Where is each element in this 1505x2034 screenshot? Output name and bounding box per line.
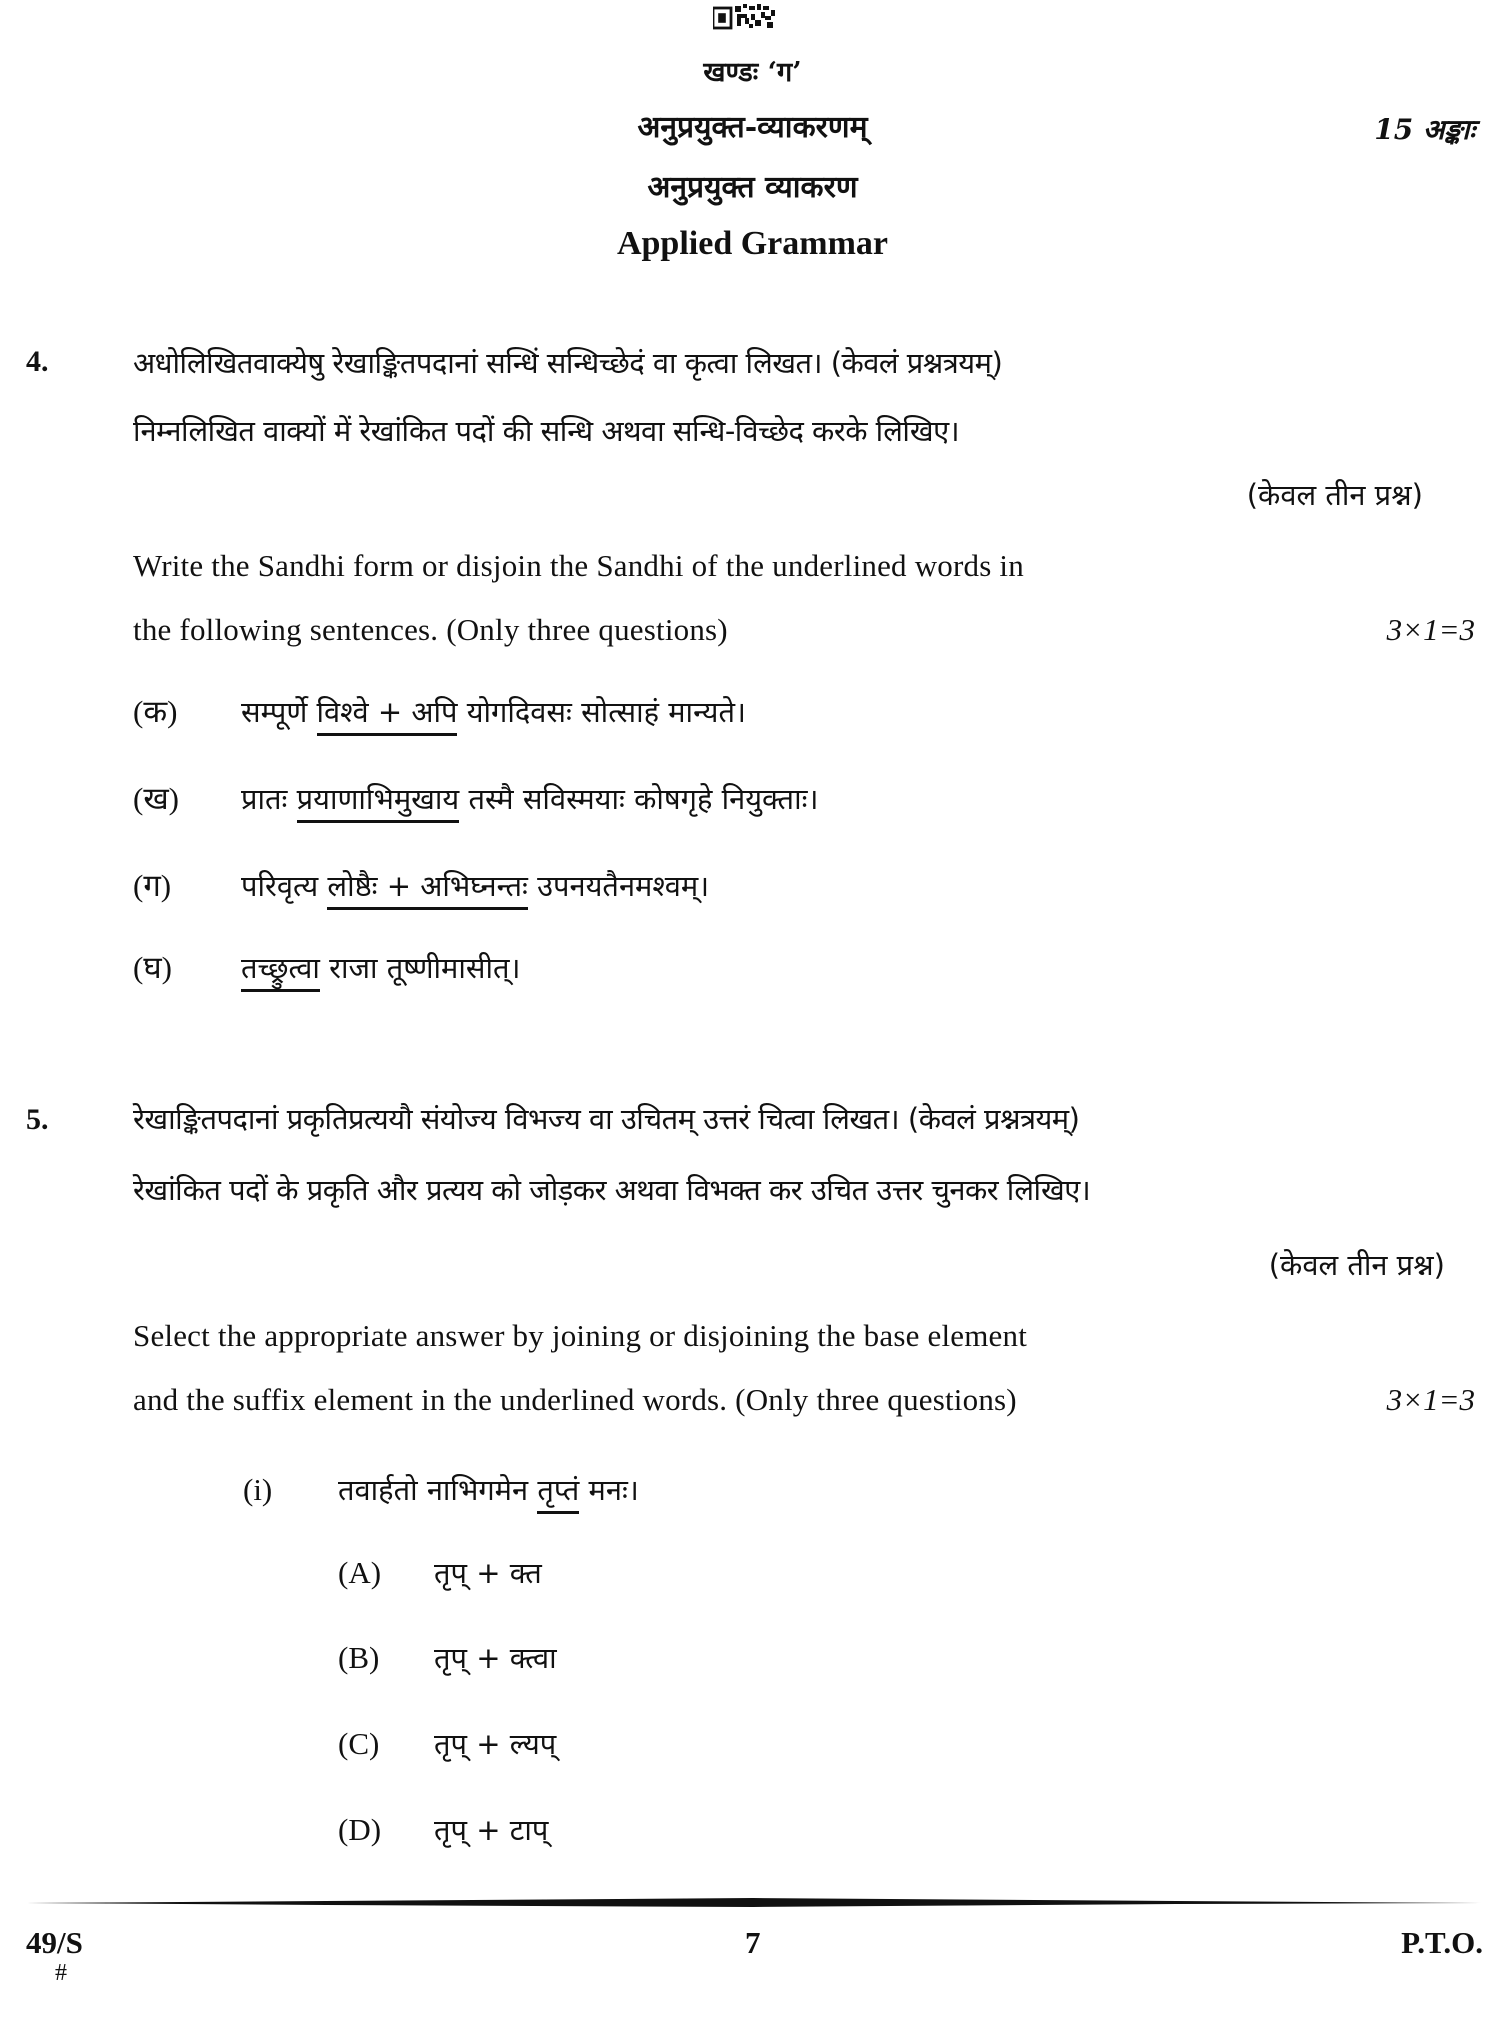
footer-divider <box>26 1898 1481 1908</box>
pto-label: P.T.O. <box>1401 1925 1483 1960</box>
section-heading: खण्डः ‘ग’ <box>703 57 802 88</box>
q4-marks: 3×1=3 <box>1386 612 1475 647</box>
underlined-word: प्रयाणाभिमुखाय <box>297 782 460 823</box>
q5-instruction-english-1: Select the appropriate answer by joining or disjoining the base element <box>133 1318 1028 1353</box>
q5-marks: 3×1=3 <box>1386 1382 1475 1417</box>
q4-item-kha <box>133 777 818 819</box>
option-a[interactable] <box>338 1553 542 1592</box>
question-5-number: 5. <box>26 1103 49 1136</box>
item-text-after: मनः। <box>579 1473 639 1507</box>
q4-instruction-english-2: the following sentences. (Only three questions) <box>133 612 728 647</box>
q4-item-gha <box>133 946 521 988</box>
q5-instruction-hindi: रेखांकित पदों के प्रकृति और प्रत्यय को जोड़कर अथवा विभक्त कर उचित उत्तर चुनकर लिखिए। <box>133 1173 1091 1207</box>
option-label: (B) <box>338 1640 380 1675</box>
q4-note-hindi: (केवल तीन प्रश्न) <box>1246 478 1423 512</box>
title-english: Applied Grammar <box>616 225 889 262</box>
option-label: (A) <box>338 1555 382 1590</box>
option-label: (D) <box>338 1812 382 1847</box>
q4-item-ga <box>133 864 709 906</box>
option-text: तृप् + ल्यप् <box>434 1727 557 1761</box>
section-marks: 15 अङ्काः <box>1374 113 1475 146</box>
paper-code: 49/S <box>26 1925 83 1960</box>
q4-item-ka <box>133 690 746 732</box>
item-text-before: परिवृत्य <box>241 869 328 903</box>
option-c[interactable] <box>338 1724 556 1763</box>
item-text-after: तस्मै सविस्मयाः कोषगृहे नियुक्ताः। <box>459 782 819 816</box>
q4-instruction-english-1: Write the Sandhi form or disjoin the Sandhi of the underlined words in <box>133 548 1024 583</box>
q5-instruction-sanskrit: रेखाङ्कितपदानां प्रकृतिप्रत्ययौ संयोज्य विभज्य वा उचितम् उत्तरं चित्वा लिखत। (केवलं प्रश्नत्रयम्) <box>133 1102 1080 1136</box>
item-text-before: प्रातः <box>241 782 297 816</box>
qr-code-icon <box>713 4 781 30</box>
underlined-word: विश्वे + अपि <box>317 695 458 736</box>
underlined-word: तच्छ्रुत्वा <box>241 951 320 992</box>
item-text-after: उपनयतैनमश्वम्। <box>527 869 710 903</box>
item-label: (घ) <box>133 950 172 985</box>
option-label: (C) <box>338 1726 380 1761</box>
question-4-number: 4. <box>26 345 49 378</box>
option-text: तृप् + क्त <box>434 1556 542 1590</box>
option-text: तृप् + टाप् <box>434 1813 549 1847</box>
page-number: 7 <box>745 1925 761 1960</box>
q4-instruction-hindi: निम्नलिखित वाक्यों में रेखांकित पदों की सन्धि अथवा सन्धि-विच्छेद करके लिखिए। <box>133 414 960 448</box>
item-label: (i) <box>243 1472 273 1507</box>
underlined-word: लोष्ठैः + अभिघ्नन्तः <box>327 869 528 910</box>
underlined-word: तृप्तं <box>537 1473 579 1514</box>
item-text-after: योगदिवसः सोत्साहं मान्यते। <box>457 695 746 729</box>
q5-note-hindi: (केवल तीन प्रश्न) <box>1268 1248 1445 1282</box>
title-hindi: अनुप्रयुक्त व्याकरण <box>647 170 858 205</box>
item-label: (क) <box>133 694 178 729</box>
item-label: (ख) <box>133 781 180 816</box>
item-text-before: सम्पूर्णे <box>241 695 317 729</box>
q5-instruction-english-2: and the suffix element in the underlined words. (Only three questions) <box>133 1382 1017 1417</box>
hash-mark: # <box>55 1960 67 1986</box>
item-label: (ग) <box>133 868 172 903</box>
option-d[interactable] <box>338 1810 548 1849</box>
q4-instruction-sanskrit: अधोलिखितवाक्येषु रेखाङ्कितपदानां सन्धिं सन्धिच्छेदं वा कृत्वा लिखत। (केवलं प्रश्नत्रयम्) <box>133 346 1003 380</box>
item-text-after: राजा तूष्णीमासीत्। <box>319 951 521 985</box>
q5-item-i <box>243 1470 639 1509</box>
option-b[interactable] <box>338 1638 557 1677</box>
option-text: तृप् + क्त्वा <box>434 1641 557 1675</box>
item-text-before: तवार्हतो नाभिगमेन <box>338 1473 538 1507</box>
title-sanskrit: अनुप्रयुक्त-व्याकरणम् <box>637 110 868 145</box>
